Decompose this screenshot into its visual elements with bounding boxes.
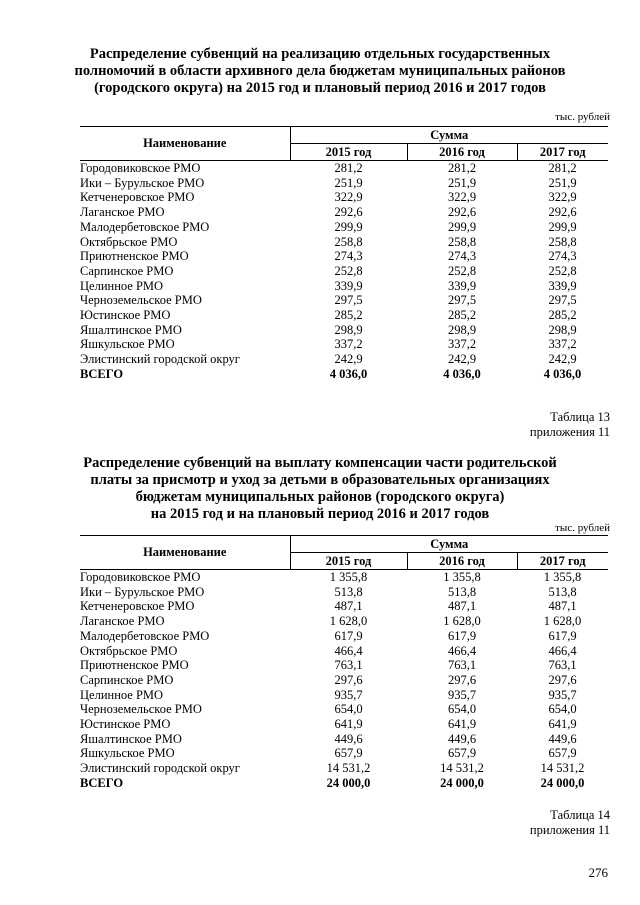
table-row xyxy=(80,761,608,776)
row-value-2016: 339,9 xyxy=(447,278,477,293)
row-value-2017: 449,6 xyxy=(548,731,577,746)
caption-line: приложения 11 xyxy=(529,425,610,439)
table-row xyxy=(80,644,608,659)
column-header-2015: 2015 год xyxy=(290,144,407,161)
row-value-2016: 657,9 xyxy=(447,746,477,761)
row-name: Кетченеровское РМО xyxy=(80,190,195,205)
row-value-2016: 14 531,2 xyxy=(440,761,484,776)
row-value-2016: 4 036,0 xyxy=(443,366,481,381)
row-value-2017: 258,8 xyxy=(548,234,577,249)
row-value-2015: 654,0 xyxy=(334,702,363,717)
row-value-2017: 654,0 xyxy=(548,702,577,717)
row-value-2016: 449,6 xyxy=(447,731,477,746)
row-value-2015: 299,9 xyxy=(334,219,363,234)
row-value-2016: 242,9 xyxy=(447,352,477,367)
row-value-2015: 251,9 xyxy=(334,175,363,190)
table-row xyxy=(80,176,608,191)
row-value-2015: 4 036,0 xyxy=(329,366,368,381)
table-row xyxy=(80,352,608,367)
row-value-2017: 466,4 xyxy=(548,643,577,658)
row-value-2015: 513,8 xyxy=(334,584,363,599)
row-value-2017: 1 355,8 xyxy=(543,570,582,584)
table-row xyxy=(80,337,608,352)
table-row xyxy=(80,702,608,717)
title-line: (городского округа) на 2015 год и плановый период 2016 и 2017 годов xyxy=(94,80,546,96)
caption-line: Таблица 14 xyxy=(550,808,610,822)
row-value-2016: 1 355,8 xyxy=(443,570,481,584)
row-value-2015: 339,9 xyxy=(334,278,363,293)
table-row xyxy=(80,323,608,338)
row-name: Яшалтинское РМО xyxy=(80,322,182,337)
section2-title xyxy=(60,455,580,523)
row-value-2017: 298,9 xyxy=(548,322,577,337)
table-row xyxy=(80,205,608,220)
units-label: тыс. рублей xyxy=(555,111,610,123)
row-name: ВСЕГО xyxy=(80,775,124,790)
row-value-2015: 258,8 xyxy=(334,234,363,249)
row-value-2017: 299,9 xyxy=(548,219,577,234)
table-row xyxy=(80,629,608,644)
row-value-2015: 14 531,2 xyxy=(326,761,371,776)
row-value-2015: 322,9 xyxy=(334,190,363,205)
row-name: Лаганское РМО xyxy=(80,614,165,629)
row-name: Лаганское РМО xyxy=(80,205,165,220)
table-caption xyxy=(530,410,610,440)
row-value-2016: 24 000,0 xyxy=(440,775,484,790)
row-value-2015: 617,9 xyxy=(334,628,363,643)
row-value-2016: 1 628,0 xyxy=(443,614,481,629)
row-name: Юстинское РМО xyxy=(80,308,171,323)
row-value-2017: 242,9 xyxy=(548,352,577,367)
row-value-2016: 337,2 xyxy=(447,337,477,352)
title-line: бюджетам муниципальных районов (городского округа) xyxy=(135,489,505,505)
row-value-2015: 24 000,0 xyxy=(326,775,371,790)
table-row xyxy=(80,367,608,382)
row-value-2016: 252,8 xyxy=(447,263,477,278)
table-row xyxy=(80,717,608,732)
row-value-2017: 1 628,0 xyxy=(543,614,582,629)
row-value-2015: 252,8 xyxy=(334,263,363,278)
column-header-sum: Сумма xyxy=(290,127,608,144)
row-name: Октябрьское РМО xyxy=(80,643,178,658)
row-value-2017: 617,9 xyxy=(548,628,577,643)
column-header-2015: 2015 год xyxy=(290,553,407,570)
row-value-2015: 657,9 xyxy=(334,746,363,761)
row-value-2016: 281,2 xyxy=(447,161,477,175)
row-value-2016: 299,9 xyxy=(447,219,477,234)
row-value-2016: 617,9 xyxy=(447,628,477,643)
units-label: тыс. рублей xyxy=(555,522,610,534)
row-value-2017: 339,9 xyxy=(548,278,577,293)
row-value-2016: 513,8 xyxy=(447,584,477,599)
row-value-2015: 297,6 xyxy=(334,672,363,687)
row-value-2017: 252,8 xyxy=(548,263,577,278)
page-number: 276 xyxy=(588,865,608,880)
row-value-2015: 449,6 xyxy=(334,731,363,746)
row-value-2016: 251,9 xyxy=(447,175,477,190)
table-row xyxy=(80,279,608,294)
row-value-2016: 654,0 xyxy=(447,702,477,717)
row-value-2015: 1 355,8 xyxy=(329,570,368,584)
row-name: Городовиковское РМО xyxy=(80,570,201,584)
title-line: на 2015 год и на плановый период 2016 и 2017 годов xyxy=(150,506,490,522)
title-line: Распределение субвенций на реализацию отдельных государственных xyxy=(89,46,551,62)
row-name: Приютненское РМО xyxy=(80,658,189,673)
row-name: Черноземельское РМО xyxy=(80,702,202,717)
column-header-2016: 2016 год xyxy=(407,144,517,161)
subvention-table-2 xyxy=(80,535,608,791)
row-value-2017: 487,1 xyxy=(548,599,577,614)
title-line: платы за присмотр и уход за детьми в образовательных организациях xyxy=(90,472,550,488)
row-name: Малодербетовское РМО xyxy=(80,219,210,234)
table-row xyxy=(80,249,608,264)
row-value-2016: 258,8 xyxy=(447,234,477,249)
row-value-2015: 487,1 xyxy=(334,599,363,614)
table-row xyxy=(80,746,608,761)
section1-title xyxy=(60,46,580,97)
table-row xyxy=(80,293,608,308)
title-line: полномочий в области архивного дела бюджетам муниципальных районов xyxy=(74,63,566,79)
row-value-2016: 285,2 xyxy=(447,308,477,323)
title-line: Распределение субвенций на выплату компенсации части родительской xyxy=(83,455,557,471)
row-value-2016: 297,5 xyxy=(447,293,477,308)
row-value-2015: 274,3 xyxy=(334,249,363,264)
row-value-2016: 297,6 xyxy=(447,672,477,687)
table-row xyxy=(80,235,608,250)
row-name: Целинное РМО xyxy=(80,278,164,293)
row-value-2017: 763,1 xyxy=(548,658,577,673)
row-value-2017: 297,6 xyxy=(548,672,577,687)
table-body xyxy=(80,570,608,791)
table-row xyxy=(80,658,608,673)
row-name: Юстинское РМО xyxy=(80,717,171,732)
row-value-2015: 466,4 xyxy=(334,643,363,658)
table-row xyxy=(80,190,608,205)
table-row xyxy=(80,220,608,235)
row-value-2017: 14 531,2 xyxy=(540,761,585,776)
row-value-2015: 297,5 xyxy=(334,293,363,308)
row-value-2016: 763,1 xyxy=(447,658,477,673)
table-row xyxy=(80,161,608,176)
table-row xyxy=(80,570,608,585)
column-header-2017: 2017 год xyxy=(517,553,608,570)
row-name: ВСЕГО xyxy=(80,366,124,381)
row-value-2016: 487,1 xyxy=(447,599,477,614)
row-value-2015: 281,2 xyxy=(334,161,363,175)
column-header-sum: Сумма xyxy=(290,536,608,553)
row-value-2017: 935,7 xyxy=(548,687,577,702)
row-value-2017: 251,9 xyxy=(548,175,577,190)
table-body xyxy=(80,161,608,382)
table-row xyxy=(80,614,608,629)
row-value-2017: 285,2 xyxy=(548,308,577,323)
row-value-2017: 292,6 xyxy=(548,205,577,220)
row-value-2016: 292,6 xyxy=(447,205,477,220)
row-name: Яшалтинское РМО xyxy=(80,731,182,746)
row-value-2017: 4 036,0 xyxy=(543,366,582,381)
caption-line: приложения 11 xyxy=(529,823,610,837)
row-value-2017: 337,2 xyxy=(548,337,577,352)
row-name: Целинное РМО xyxy=(80,687,164,702)
row-value-2015: 763,1 xyxy=(334,658,363,673)
table-row xyxy=(80,308,608,323)
row-value-2015: 641,9 xyxy=(334,717,363,732)
row-value-2016: 298,9 xyxy=(447,322,477,337)
row-name: Яшкульское РМО xyxy=(80,746,175,761)
row-value-2016: 274,3 xyxy=(447,249,477,264)
row-name: Элистинский городской округ xyxy=(80,761,240,776)
subvention-table-1 xyxy=(80,126,608,382)
row-value-2017: 641,9 xyxy=(548,717,577,732)
row-name: Элистинский городской округ xyxy=(80,352,240,367)
column-header-name: Наименование xyxy=(80,127,290,161)
row-value-2017: 297,5 xyxy=(548,293,577,308)
row-value-2015: 337,2 xyxy=(334,337,363,352)
row-value-2017: 281,2 xyxy=(548,161,577,175)
table-row xyxy=(80,732,608,747)
row-value-2016: 641,9 xyxy=(447,717,477,732)
column-header-2017: 2017 год xyxy=(517,144,608,161)
row-value-2016: 935,7 xyxy=(447,687,477,702)
row-value-2017: 24 000,0 xyxy=(540,775,585,790)
row-value-2017: 274,3 xyxy=(548,249,577,264)
row-name: Сарпинское РМО xyxy=(80,263,174,278)
table-row xyxy=(80,599,608,614)
row-name: Ики – Бурульское РМО xyxy=(80,175,205,190)
table-row xyxy=(80,688,608,703)
row-name: Сарпинское РМО xyxy=(80,672,174,687)
row-name: Черноземельское РМО xyxy=(80,293,202,308)
column-header-name: Наименование xyxy=(80,536,290,570)
row-name: Октябрьское РМО xyxy=(80,234,178,249)
row-name: Приютненское РМО xyxy=(80,249,189,264)
table-row xyxy=(80,585,608,600)
row-value-2016: 466,4 xyxy=(447,643,477,658)
row-value-2015: 242,9 xyxy=(334,352,363,367)
table-row xyxy=(80,673,608,688)
table-row xyxy=(80,264,608,279)
row-name: Ики – Бурульское РМО xyxy=(80,584,205,599)
row-name: Яшкульское РМО xyxy=(80,337,175,352)
column-header-2016: 2016 год xyxy=(407,553,517,570)
row-name: Городовиковское РМО xyxy=(80,161,201,175)
row-name: Малодербетовское РМО xyxy=(80,628,210,643)
row-value-2017: 657,9 xyxy=(548,746,577,761)
row-value-2017: 513,8 xyxy=(548,584,577,599)
row-name: Кетченеровское РМО xyxy=(80,599,195,614)
row-value-2015: 292,6 xyxy=(334,205,363,220)
row-value-2015: 285,2 xyxy=(334,308,363,323)
row-value-2015: 298,9 xyxy=(334,322,363,337)
caption-line: Таблица 13 xyxy=(550,410,610,424)
row-value-2017: 322,9 xyxy=(548,190,577,205)
table-row xyxy=(80,776,608,791)
row-value-2016: 322,9 xyxy=(447,190,477,205)
table-caption xyxy=(530,808,610,838)
row-value-2015: 935,7 xyxy=(334,687,363,702)
row-value-2015: 1 628,0 xyxy=(329,614,368,629)
